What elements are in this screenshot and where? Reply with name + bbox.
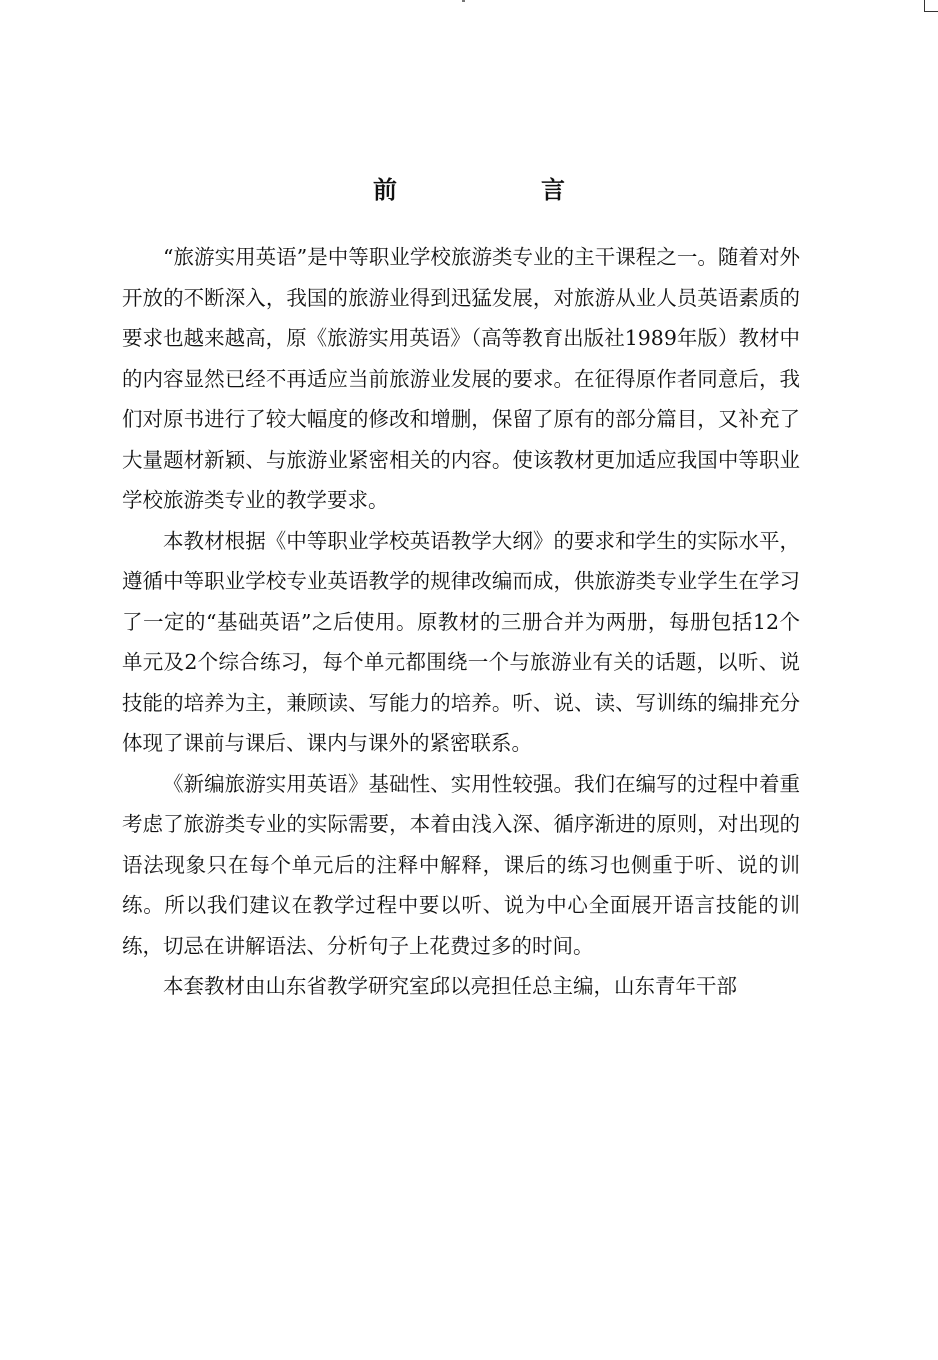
scan-corner-mark <box>924 0 938 12</box>
paragraph: 《新编旅游实用英语》基础性、实用性较强。我们在编写的过程中着重考虑了旅游类专业的实际需要，本着由浅入深、循序渐进的原则，对出现的语法现象只在每个单元后的注释中解释，课后的练习也侧重于听、说的训练。所以我们建议在教学过程中要以听、说为中心全面展开语言技能的训练，切忌在讲解语法、分析句子上花费过多的时间。 <box>122 771 800 958</box>
scan-mark <box>462 0 465 2</box>
preface-body <box>122 237 800 1007</box>
paragraph: 本教材根据《中等职业学校英语教学大纲》的要求和学生的实际水平，遵循中等职业学校专业英语教学的规律改编而成，供旅游类专业学生在学习了一定的“基础英语”之后使用。原教材的三册合并为两册，每册包括12个单元及2个综合练习，每个单元都围绕一个与旅游业有关的话题，以听、说技能的培养为主，兼顾读、写能力的培养。听、说、读、写训练的编排充分体现了课前与课后、课内与课外的紧密联系。 <box>122 528 800 755</box>
page-title: 前 言 <box>373 175 625 204</box>
paragraph: “旅游实用英语”是中等职业学校旅游类专业的主干课程之一。随着对外开放的不断深入，我国的旅游业得到迅猛发展，对旅游从业人员英语素质的要求也越来越高，原《旅游实用英语》（高等教育出版社1989年版）教材中的内容显然已经不再适应当前旅游业发展的要求。在征得原作者同意后，我们对原书进行了较大幅度的修改和增删，保留了原有的部分篇目，又补充了大量题材新颖、与旅游业紧密相关的内容。使该教材更加适应我国中等职业学校旅游类专业的教学要求。 <box>122 245 800 512</box>
paragraph: 本套教材由山东省教学研究室邱以亮担任总主编，山东青年干部 <box>163 974 737 998</box>
